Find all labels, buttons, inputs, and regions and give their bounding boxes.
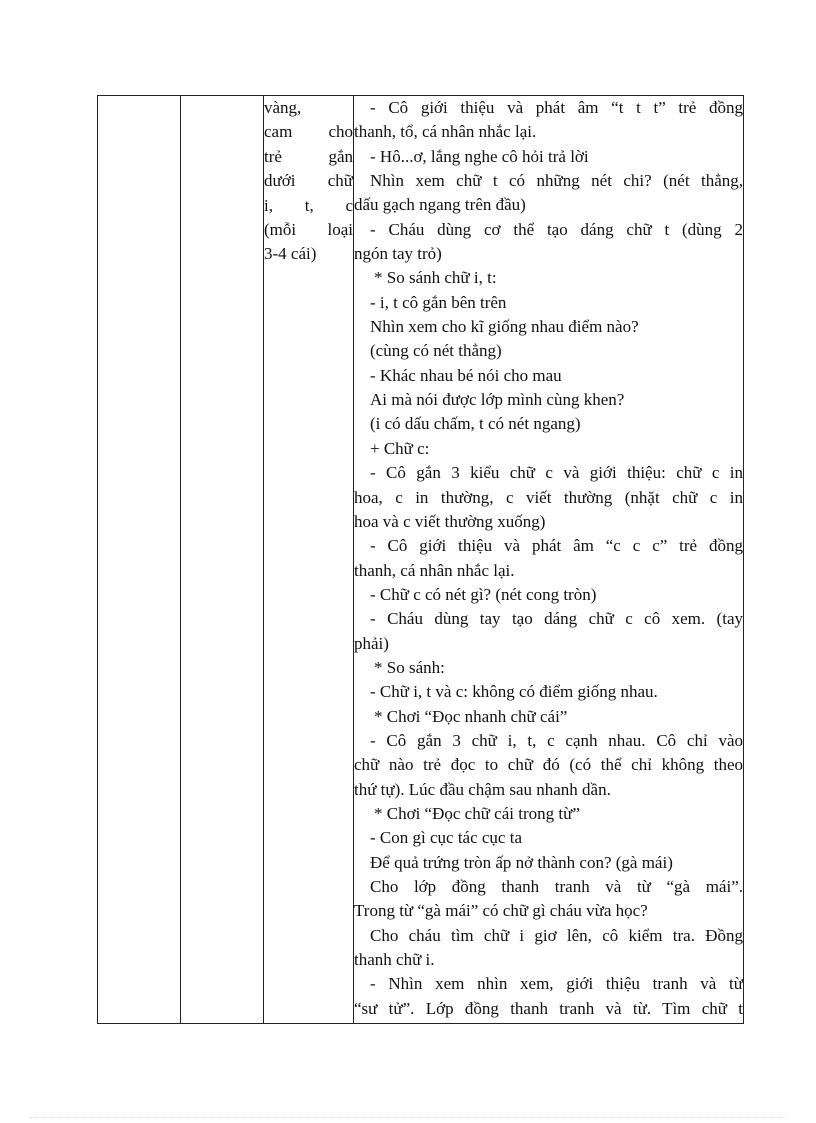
activity-line: - Cháu dùng cơ thể tạo dáng chữ t (dùng 2 — [370, 219, 743, 239]
materials-line: i, t, c — [264, 195, 353, 215]
empty-column-2 — [181, 96, 264, 1024]
materials-line: dưới chữ — [264, 171, 353, 191]
activity-line: * Chơi “Đọc chữ cái trong từ” — [374, 803, 580, 823]
empty-column-1 — [98, 96, 181, 1024]
materials-line: cam cho — [264, 122, 353, 142]
materials-line: 3-4 cái) — [264, 244, 317, 264]
activity-line: Ai mà nói được lớp mình cùng khen? — [370, 390, 625, 410]
activity-line: hoa và c viết thường xuống) — [354, 511, 546, 531]
activities-text — [354, 96, 743, 1021]
activity-line: chữ nào trẻ đọc to chữ đó (có thể chỉ không theo — [354, 755, 743, 775]
activity-line: thứ tự). Lúc đầu chậm sau nhanh dần. — [354, 779, 611, 799]
materials-line: trẻ gắn — [264, 146, 353, 166]
activity-line: thanh, cá nhân nhắc lại. — [354, 560, 515, 580]
materials-line: vàng, — [264, 98, 302, 117]
activity-line: - Chữ c có nét gì? (nét cong tròn) — [370, 584, 597, 604]
materials-line: (mỗi loại — [264, 220, 353, 240]
activity-line: - Hô...ơ, lắng nghe cô hỏi trả lời — [370, 146, 589, 166]
activity-line: ngón tay trỏ) — [354, 244, 442, 264]
activity-line: - Khác nhau bé nói cho mau — [370, 365, 562, 385]
activity-line: Trong từ “gà mái” có chữ gì cháu vừa học? — [354, 901, 648, 921]
materials-cell — [264, 96, 354, 1024]
activity-line: - Cháu dùng tay tạo dáng chữ c cô xem. (tay — [370, 609, 743, 629]
activity-line: - Cô giới thiệu và phát âm “c c c” trẻ đồng — [370, 536, 743, 556]
activity-line: Cho lớp đồng thanh tranh và từ “gà mái”. — [370, 877, 743, 896]
activity-line: phải) — [354, 633, 389, 653]
activities-cell — [354, 96, 744, 1024]
activity-line: - i, t cô gắn bên trên — [370, 292, 507, 312]
activity-line: hoa, c in thường, c viết thường (nhặt chữ c in — [354, 487, 743, 507]
activity-line: (cùng có nét thẳng) — [370, 341, 502, 361]
page-footer-rule — [30, 1117, 786, 1118]
activity-line: - Cô giới thiệu và phát âm “t t t” trẻ đồng — [370, 98, 743, 117]
table-row — [98, 96, 744, 1024]
activity-line: thanh chữ i. — [354, 950, 435, 970]
activity-line: “sư tử”. Lớp đồng thanh tranh và từ. Tìm chữ t — [354, 998, 743, 1018]
lesson-plan-table — [97, 95, 744, 1024]
activity-line: Cho cháu tìm chữ i giơ lên, cô kiểm tra. Đồng — [370, 925, 743, 945]
activity-line: (i có dấu chấm, t có nét ngang) — [370, 414, 581, 434]
activity-line: Nhìn xem cho kĩ giống nhau điểm nào? — [370, 317, 639, 337]
activity-line: - Cô gắn 3 kiểu chữ c và giới thiệu: chữ c in — [370, 463, 743, 483]
activity-line: - Nhìn xem nhìn xem, giới thiệu tranh và từ — [370, 974, 743, 994]
activity-line: Để quả trứng tròn ấp nở thành con? (gà mái) — [370, 852, 673, 872]
activity-line: * So sánh chữ i, t: — [374, 268, 497, 288]
activity-line: - Cô gắn 3 chữ i, t, c cạnh nhau. Cô chỉ vào — [370, 730, 743, 750]
activity-line: + Chữ c: — [370, 438, 430, 458]
activity-line: dấu gạch ngang trên đầu) — [354, 195, 526, 215]
activity-line: Nhìn xem chữ t có những nét chi? (nét thẳng, — [370, 171, 743, 191]
activity-line: - Con gì cục tác cục ta — [370, 828, 522, 848]
materials-text — [264, 96, 353, 267]
activity-line: * Chơi “Đọc nhanh chữ cái” — [374, 706, 568, 726]
activity-line: thanh, tổ, cá nhân nhắc lại. — [354, 122, 537, 142]
activity-line: * So sánh: — [374, 657, 445, 677]
activity-line: - Chữ i, t và c: không có điểm giống nhau. — [370, 682, 658, 702]
